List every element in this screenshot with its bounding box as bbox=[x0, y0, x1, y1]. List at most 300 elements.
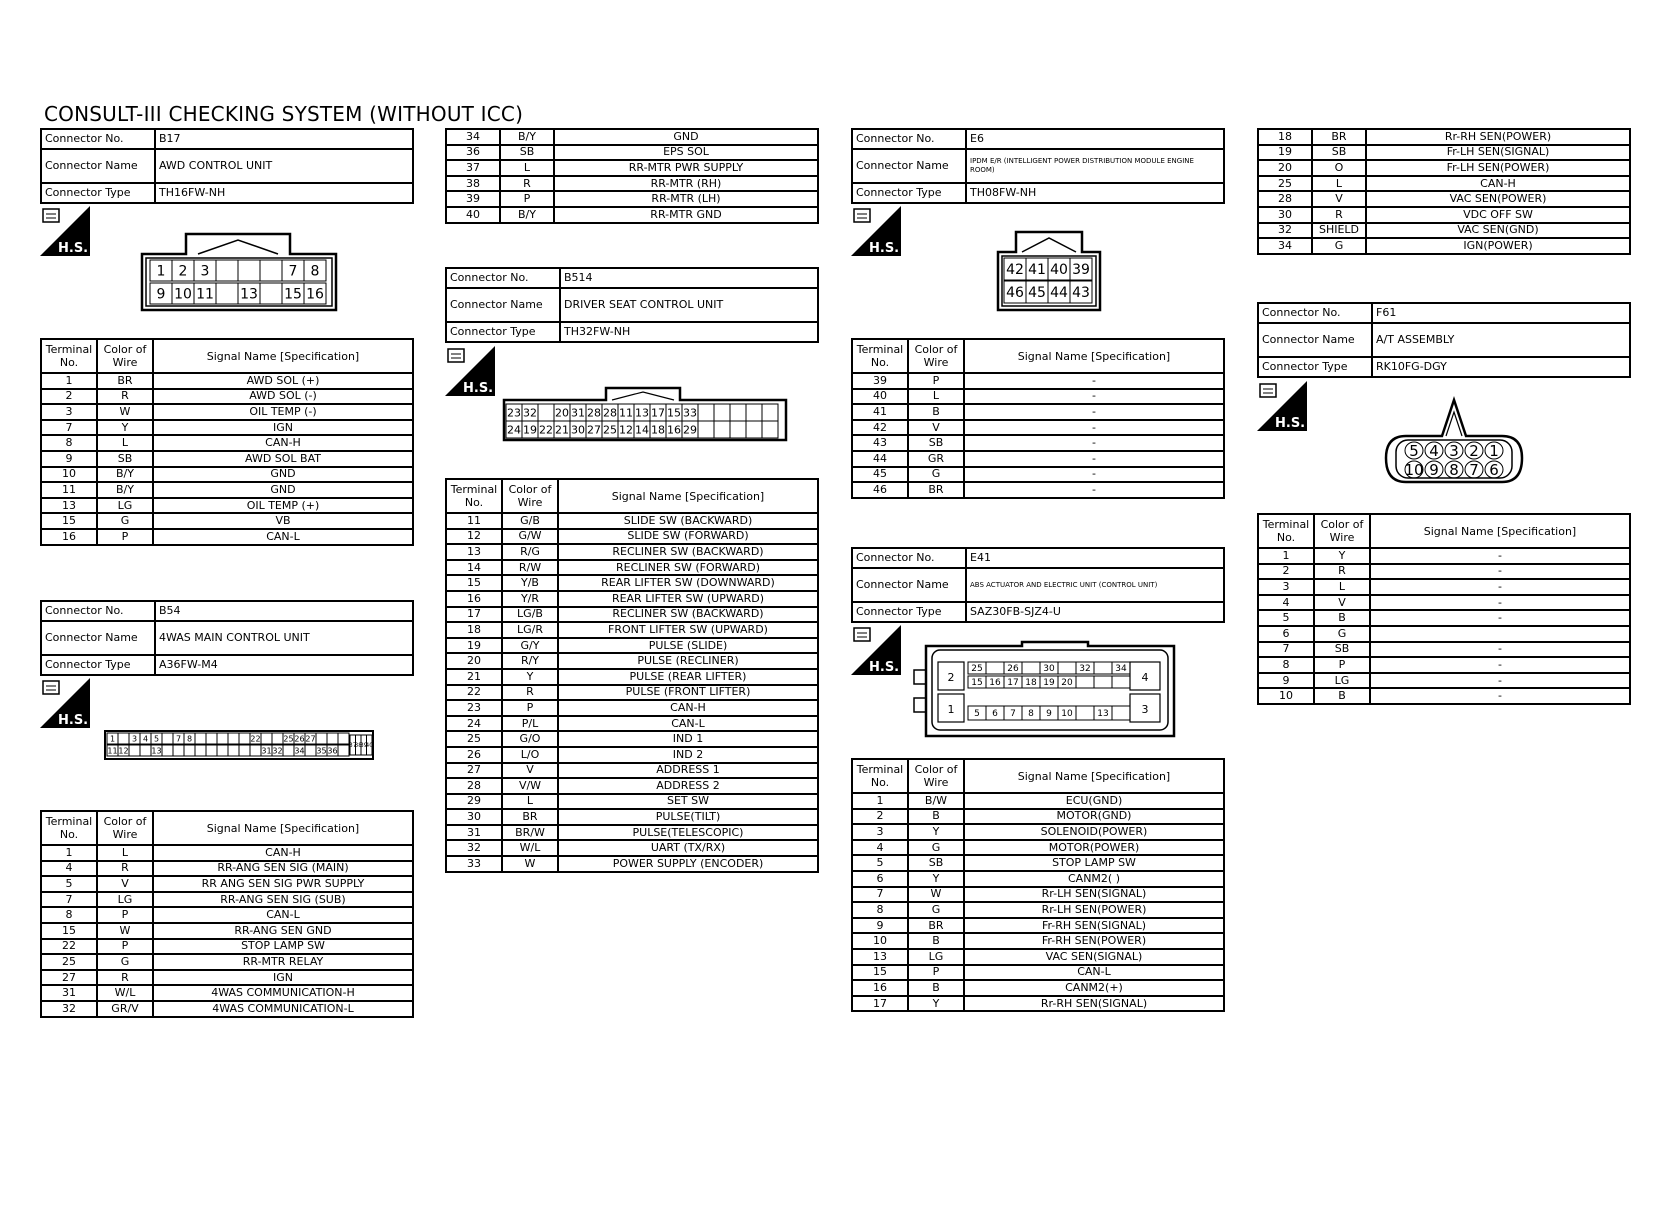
pin-number: 12 bbox=[118, 746, 129, 756]
b54-continued-table bbox=[445, 128, 819, 224]
signal-name-cell: - bbox=[964, 435, 1224, 451]
signal-name-header: Signal Name [Specification] bbox=[153, 339, 413, 373]
table-row bbox=[41, 985, 413, 1001]
terminal-no-cell: 15 bbox=[41, 923, 97, 939]
wire-color-cell: G/Y bbox=[502, 638, 558, 654]
pin-cavity bbox=[1094, 676, 1112, 688]
pin-number: 19 bbox=[1043, 678, 1055, 689]
table-row bbox=[1258, 207, 1630, 223]
terminal-no-header: Terminal No. bbox=[852, 339, 908, 373]
wire-color-cell: R bbox=[97, 389, 153, 405]
pin-cavity bbox=[195, 733, 206, 744]
wire-color-cell: LG bbox=[908, 949, 964, 965]
pin-number: 25 bbox=[283, 734, 294, 744]
wire-color-cell: V/W bbox=[502, 778, 558, 794]
table-row bbox=[446, 607, 818, 623]
wire-color-cell: W bbox=[908, 887, 964, 903]
wire-color-cell: B bbox=[1314, 610, 1370, 626]
terminal-no-cell: 29 bbox=[446, 794, 502, 810]
e6-rows bbox=[852, 373, 1224, 498]
signal-name-cell: SOLENOID(POWER) bbox=[964, 824, 1224, 840]
wire-color-cell: V bbox=[908, 420, 964, 436]
signal-name-cell: IND 2 bbox=[558, 747, 818, 763]
f61-rows bbox=[1258, 548, 1630, 704]
signal-name-cell: CAN-H bbox=[153, 435, 413, 451]
table-row bbox=[446, 669, 818, 685]
hs-connector-icon bbox=[40, 678, 90, 728]
terminal-no-cell: 16 bbox=[446, 591, 502, 607]
signal-name-cell: GND bbox=[554, 129, 818, 145]
signal-name-cell: - bbox=[964, 467, 1224, 483]
terminal-no-cell: 5 bbox=[852, 855, 908, 871]
table-row bbox=[41, 467, 413, 483]
terminal-no-cell: 26 bbox=[446, 747, 502, 763]
signal-name-cell: PULSE(TELESCOPIC) bbox=[558, 825, 818, 841]
terminal-no-cell: 33 bbox=[446, 856, 502, 872]
table-row bbox=[446, 622, 818, 638]
table-row bbox=[1258, 626, 1630, 642]
b514-connector-face bbox=[502, 384, 788, 446]
signal-name-cell: VAC SEN(POWER) bbox=[1366, 191, 1630, 207]
terminal-no-header: Terminal No. bbox=[852, 759, 908, 793]
wire-color-cell: B bbox=[908, 980, 964, 996]
terminal-no-cell: 8 bbox=[41, 907, 97, 923]
table-row bbox=[446, 778, 818, 794]
wire-color-cell: G bbox=[97, 954, 153, 970]
terminal-no-cell: 5 bbox=[1258, 610, 1314, 626]
table-row bbox=[446, 809, 818, 825]
wire-color-cell: L bbox=[502, 794, 558, 810]
terminal-no-cell: 27 bbox=[446, 763, 502, 779]
wire-color-cell: SB bbox=[908, 855, 964, 871]
pin-cavity bbox=[238, 260, 260, 281]
pin-number: 35 bbox=[316, 746, 327, 756]
e6-connector-header bbox=[851, 128, 1225, 204]
wire-color-cell: G bbox=[97, 513, 153, 529]
pin-cavity bbox=[1076, 676, 1094, 688]
table-row bbox=[446, 591, 818, 607]
page-title: CONSULT-III CHECKING SYSTEM (WITHOUT ICC) bbox=[44, 102, 524, 126]
pin-number: 36 bbox=[327, 746, 338, 756]
pin-number: 39 bbox=[1072, 262, 1090, 279]
table-row bbox=[1258, 579, 1630, 595]
terminal-no-cell: 18 bbox=[1258, 129, 1312, 145]
signal-name-cell: IND 1 bbox=[558, 731, 818, 747]
wire-color-cell: P bbox=[97, 939, 153, 955]
terminal-no-cell: 40 bbox=[852, 389, 908, 405]
connector-type-label: Connector Type bbox=[852, 602, 966, 622]
table-row bbox=[41, 892, 413, 908]
pin-cavity bbox=[762, 404, 778, 421]
terminal-no-cell: 16 bbox=[852, 980, 908, 996]
pin-number: 4 bbox=[1429, 441, 1439, 460]
pin-number: 9 bbox=[156, 286, 166, 303]
signal-name-cell: IGN bbox=[153, 970, 413, 986]
e41-continued-rows bbox=[1258, 129, 1630, 254]
signal-name-cell: - bbox=[964, 451, 1224, 467]
terminal-no-cell: 6 bbox=[1258, 626, 1314, 642]
wire-color-cell: P bbox=[908, 373, 964, 389]
table-row bbox=[1258, 595, 1630, 611]
pin-number: 22 bbox=[250, 734, 261, 744]
wire-color-cell: P bbox=[97, 529, 153, 545]
e41-pin-table bbox=[851, 758, 1225, 1012]
signal-name-cell: RR ANG SEN SIG PWR SUPPLY bbox=[153, 876, 413, 892]
pin-cavity bbox=[698, 421, 714, 438]
pin-cavity bbox=[1112, 676, 1130, 688]
table-row bbox=[1258, 191, 1630, 207]
signal-name-header: Signal Name [Specification] bbox=[964, 759, 1224, 793]
b54-continued-rows bbox=[446, 129, 818, 223]
table-row bbox=[41, 373, 413, 389]
wire-color-cell: Y bbox=[502, 669, 558, 685]
pin-cavity bbox=[986, 662, 1004, 674]
table-row bbox=[41, 907, 413, 923]
signal-name-cell: PULSE (REAR LIFTER) bbox=[558, 669, 818, 685]
terminal-no-cell: 8 bbox=[41, 435, 97, 451]
signal-name-cell: VDC OFF SW bbox=[1366, 207, 1630, 223]
terminal-no-cell: 27 bbox=[41, 970, 97, 986]
connector-no-label: Connector No. bbox=[41, 129, 155, 149]
signal-name-cell: AWD SOL (+) bbox=[153, 373, 413, 389]
pin-number: 32 bbox=[1079, 664, 1091, 675]
table-row bbox=[41, 498, 413, 514]
wire-color-cell: R bbox=[500, 176, 554, 192]
pin-cavity bbox=[730, 404, 746, 421]
pin-cavity bbox=[184, 745, 195, 756]
table-row bbox=[446, 685, 818, 701]
signal-name-cell: POWER SUPPLY (ENCODER) bbox=[558, 856, 818, 872]
terminal-no-cell: 45 bbox=[852, 467, 908, 483]
table-row bbox=[446, 129, 818, 145]
table-row bbox=[852, 451, 1224, 467]
table-row bbox=[41, 939, 413, 955]
pin-number: 11 bbox=[196, 286, 214, 303]
terminal-no-cell: 46 bbox=[852, 482, 908, 498]
signal-name-cell: - bbox=[964, 404, 1224, 420]
signal-name-cell: VAC SEN(GND) bbox=[1366, 223, 1630, 239]
signal-name-cell: UART (TX/RX) bbox=[558, 840, 818, 856]
pin-number: 20 bbox=[555, 406, 569, 420]
pin-cavity bbox=[272, 733, 283, 744]
wire-color-cell: G/B bbox=[502, 513, 558, 529]
signal-name-cell: RR-ANG SEN GND bbox=[153, 923, 413, 939]
connector-no-value: B514 bbox=[560, 268, 818, 288]
wire-color-cell: P bbox=[1314, 657, 1370, 673]
terminal-no-cell: 28 bbox=[1258, 191, 1312, 207]
pin-number: 2 bbox=[1469, 441, 1479, 460]
signal-name-cell: - bbox=[964, 373, 1224, 389]
wire-color-cell: Y bbox=[908, 824, 964, 840]
f61-pin-table bbox=[1257, 513, 1631, 705]
table-row bbox=[446, 529, 818, 545]
terminal-no-cell: 16 bbox=[41, 529, 97, 545]
pin-number: 1 bbox=[156, 263, 166, 280]
table-row bbox=[446, 575, 818, 591]
pin-number: 34 bbox=[1115, 664, 1127, 675]
terminal-no-cell: 24 bbox=[446, 716, 502, 732]
connector-type-label: Connector Type bbox=[446, 322, 560, 342]
signal-name-cell: SLIDE SW (FORWARD) bbox=[558, 529, 818, 545]
terminal-no-cell: 15 bbox=[41, 513, 97, 529]
connector-name-value: ABS ACTUATOR AND ELECTRIC UNIT (CONTROL UNIT) bbox=[966, 568, 1224, 602]
table-row bbox=[41, 845, 413, 861]
wire-color-cell: SB bbox=[1312, 145, 1366, 161]
color-of-wire-header: Color of Wire bbox=[908, 339, 964, 373]
table-row bbox=[446, 840, 818, 856]
pin-number: 10 bbox=[1061, 709, 1073, 720]
table-row bbox=[446, 731, 818, 747]
svg-text:H.S.: H.S. bbox=[869, 241, 900, 256]
color-of-wire-header: Color of Wire bbox=[97, 339, 153, 373]
terminal-no-cell: 18 bbox=[446, 622, 502, 638]
pin-number: 10 bbox=[174, 286, 192, 303]
hs-connector-icon bbox=[851, 625, 901, 675]
wire-color-cell: L bbox=[908, 389, 964, 405]
signal-name-cell: GND bbox=[153, 467, 413, 483]
wire-color-cell: SB bbox=[1314, 642, 1370, 658]
signal-name-cell: CAN-L bbox=[558, 716, 818, 732]
pin-cavity bbox=[698, 404, 714, 421]
wire-color-cell: LG bbox=[1314, 673, 1370, 689]
terminal-no-cell: 4 bbox=[41, 861, 97, 877]
table-row bbox=[852, 933, 1224, 949]
signal-name-cell: PULSE(TILT) bbox=[558, 809, 818, 825]
wire-color-cell: GR/V bbox=[97, 1001, 153, 1017]
pin-number: 8 bbox=[1449, 460, 1459, 479]
terminal-no-cell: 13 bbox=[852, 949, 908, 965]
terminal-no-cell: 25 bbox=[1258, 176, 1312, 192]
connector-no-value: E41 bbox=[966, 548, 1224, 568]
table-row bbox=[852, 467, 1224, 483]
terminal-no-cell: 4 bbox=[1258, 595, 1314, 611]
pin-number: 15 bbox=[667, 406, 681, 420]
pin-number: 21 bbox=[555, 423, 569, 437]
signal-name-cell: OIL TEMP (-) bbox=[153, 404, 413, 420]
pin-number: 8 bbox=[310, 263, 320, 280]
signal-name-cell: CANM2(+) bbox=[964, 980, 1224, 996]
pin-cavity bbox=[228, 745, 239, 756]
wire-color-cell: GR bbox=[908, 451, 964, 467]
signal-name-cell: Rr-RH SEN(SIGNAL) bbox=[964, 996, 1224, 1012]
terminal-no-cell: 22 bbox=[446, 685, 502, 701]
signal-name-cell: CAN-H bbox=[1366, 176, 1630, 192]
table-row bbox=[1258, 548, 1630, 564]
pin-cavity bbox=[746, 421, 762, 438]
terminal-no-cell: 31 bbox=[41, 985, 97, 1001]
wire-color-cell: V bbox=[1314, 595, 1370, 611]
wire-color-cell: L bbox=[97, 435, 153, 451]
terminal-no-cell: 3 bbox=[41, 404, 97, 420]
wire-color-cell: P bbox=[500, 191, 554, 207]
b17-pin-table bbox=[40, 338, 414, 546]
signal-name-cell: - bbox=[1370, 595, 1630, 611]
table-row bbox=[446, 207, 818, 223]
table-row bbox=[1258, 160, 1630, 176]
table-row bbox=[1258, 657, 1630, 673]
wire-color-cell: P/L bbox=[502, 716, 558, 732]
terminal-no-cell: 31 bbox=[446, 825, 502, 841]
terminal-no-cell: 32 bbox=[1258, 223, 1312, 239]
b54-pin-table bbox=[40, 810, 414, 1018]
signal-name-cell: RR-MTR PWR SUPPLY bbox=[554, 160, 818, 176]
signal-name-cell: Fr-RH SEN(POWER) bbox=[964, 933, 1224, 949]
table-row bbox=[1258, 688, 1630, 704]
table-row bbox=[446, 176, 818, 192]
pin-number: 24 bbox=[507, 423, 521, 437]
pin-number: 11 bbox=[619, 406, 633, 420]
pin-number: 1 bbox=[109, 734, 116, 744]
wire-color-cell: BR/W bbox=[502, 825, 558, 841]
connector-type-value: TH08FW-NH bbox=[966, 183, 1224, 203]
wire-color-cell: B bbox=[908, 933, 964, 949]
signal-name-cell: GND bbox=[153, 482, 413, 498]
pin-cavity bbox=[216, 283, 238, 304]
terminal-no-cell: 7 bbox=[41, 892, 97, 908]
pin-cavity bbox=[714, 404, 730, 421]
wire-color-cell: LG bbox=[97, 892, 153, 908]
svg-text:H.S.: H.S. bbox=[58, 713, 89, 728]
connector-no-label: Connector No. bbox=[41, 601, 155, 621]
table-row bbox=[41, 876, 413, 892]
signal-name-cell: - bbox=[1370, 579, 1630, 595]
connector-no-label: Connector No. bbox=[852, 129, 966, 149]
pin-cavity bbox=[746, 404, 762, 421]
hs-connector-icon bbox=[40, 206, 90, 256]
terminal-no-header: Terminal No. bbox=[41, 811, 97, 845]
pin-number: 40 bbox=[1050, 262, 1068, 279]
table-row bbox=[1258, 610, 1630, 626]
f61-connector-face bbox=[1384, 396, 1524, 490]
wire-color-cell: B/Y bbox=[97, 482, 153, 498]
pin-cavity bbox=[140, 745, 151, 756]
pin-number: 40 bbox=[365, 742, 374, 750]
pin-cavity bbox=[173, 745, 184, 756]
wire-color-cell: G bbox=[1314, 626, 1370, 642]
terminal-no-cell: 34 bbox=[1258, 238, 1312, 254]
table-row bbox=[1258, 176, 1630, 192]
pin-cavity bbox=[250, 745, 261, 756]
wire-color-cell: O bbox=[1312, 160, 1366, 176]
table-row bbox=[852, 373, 1224, 389]
signal-name-cell: RR-ANG SEN SIG (SUB) bbox=[153, 892, 413, 908]
signal-name-cell: IGN(POWER) bbox=[1366, 238, 1630, 254]
wire-color-cell: Y/R bbox=[502, 591, 558, 607]
table-row bbox=[446, 160, 818, 176]
pin-number: 11 bbox=[107, 746, 118, 756]
signal-name-cell: Fr-RH SEN(SIGNAL) bbox=[964, 918, 1224, 934]
terminal-no-cell: 9 bbox=[41, 451, 97, 467]
pin-cavity bbox=[118, 733, 129, 744]
pin-cavity bbox=[327, 733, 338, 744]
wire-color-cell: SB bbox=[500, 145, 554, 161]
pin-cavity bbox=[260, 283, 282, 304]
signal-name-cell: SET SW bbox=[558, 794, 818, 810]
signal-name-cell: CAN-H bbox=[558, 700, 818, 716]
table-row bbox=[446, 794, 818, 810]
pin-number: 34 bbox=[294, 746, 305, 756]
pin-number: 3 bbox=[1449, 441, 1459, 460]
terminal-no-cell: 12 bbox=[446, 529, 502, 545]
pin-cavity bbox=[206, 733, 217, 744]
pin-number: 46 bbox=[1006, 285, 1024, 302]
wire-color-cell: V bbox=[1312, 191, 1366, 207]
table-row bbox=[852, 840, 1224, 856]
pin-number: 9 bbox=[1429, 460, 1439, 479]
terminal-no-cell: 3 bbox=[1258, 579, 1314, 595]
table-row bbox=[1258, 673, 1630, 689]
table-row bbox=[446, 716, 818, 732]
signal-name-cell: - bbox=[1370, 564, 1630, 580]
wire-color-cell: B bbox=[908, 404, 964, 420]
terminal-no-header: Terminal No. bbox=[1258, 514, 1314, 548]
wire-color-cell: B/Y bbox=[500, 129, 554, 145]
connector-name-label: Connector Name bbox=[41, 149, 155, 183]
pin-number: 44 bbox=[1050, 285, 1068, 302]
connector-type-value: SAZ30FB-SJZ4-U bbox=[966, 602, 1224, 622]
terminal-no-cell: 14 bbox=[446, 560, 502, 576]
svg-text:3: 3 bbox=[1141, 703, 1149, 716]
wire-color-cell: R/Y bbox=[502, 653, 558, 669]
connector-name-label: Connector Name bbox=[852, 568, 966, 602]
svg-text:H.S.: H.S. bbox=[1275, 416, 1306, 431]
connector-no-label: Connector No. bbox=[446, 268, 560, 288]
signal-name-cell: VB bbox=[153, 513, 413, 529]
table-row bbox=[41, 970, 413, 986]
wire-color-cell: Y bbox=[1314, 548, 1370, 564]
pin-cavity bbox=[206, 745, 217, 756]
pin-number: 6 bbox=[992, 709, 998, 720]
signal-name-cell: IGN bbox=[153, 420, 413, 436]
connector-no-label: Connector No. bbox=[1258, 303, 1372, 323]
pin-number: 5 bbox=[974, 709, 980, 720]
signal-name-header: Signal Name [Specification] bbox=[964, 339, 1224, 373]
pin-number: 9 bbox=[1046, 709, 1052, 720]
table-row bbox=[852, 949, 1224, 965]
pin-number: 6 bbox=[1489, 460, 1499, 479]
signal-name-cell: SLIDE SW (BACKWARD) bbox=[558, 513, 818, 529]
table-row bbox=[852, 887, 1224, 903]
wire-color-cell: B bbox=[908, 809, 964, 825]
terminal-no-cell: 39 bbox=[446, 191, 500, 207]
table-row bbox=[41, 389, 413, 405]
terminal-no-cell: 13 bbox=[41, 498, 97, 514]
table-row bbox=[852, 965, 1224, 981]
svg-text:2: 2 bbox=[947, 671, 955, 684]
terminal-no-cell: 15 bbox=[446, 575, 502, 591]
connector-no-value: F61 bbox=[1372, 303, 1630, 323]
wire-color-cell: BR bbox=[1312, 129, 1366, 145]
b54-connector-face bbox=[104, 730, 374, 764]
table-row bbox=[852, 793, 1224, 809]
pin-cavity bbox=[714, 421, 730, 438]
terminal-no-cell: 25 bbox=[446, 731, 502, 747]
wire-color-cell: L bbox=[1312, 176, 1366, 192]
signal-name-cell: STOP LAMP SW bbox=[153, 939, 413, 955]
wire-color-cell: B/Y bbox=[97, 467, 153, 483]
signal-name-cell: RR-MTR (RH) bbox=[554, 176, 818, 192]
connector-name-label: Connector Name bbox=[1258, 323, 1372, 357]
signal-name-cell: 4WAS COMMUNICATION-L bbox=[153, 1001, 413, 1017]
connector-name-label: Connector Name bbox=[852, 149, 966, 183]
pin-number: 10 bbox=[1404, 460, 1424, 479]
signal-name-cell: RR-MTR GND bbox=[554, 207, 818, 223]
terminal-no-cell: 9 bbox=[852, 918, 908, 934]
terminal-no-cell: 17 bbox=[852, 996, 908, 1012]
table-row bbox=[41, 923, 413, 939]
wire-color-cell: R bbox=[1312, 207, 1366, 223]
wire-color-cell: L bbox=[97, 845, 153, 861]
